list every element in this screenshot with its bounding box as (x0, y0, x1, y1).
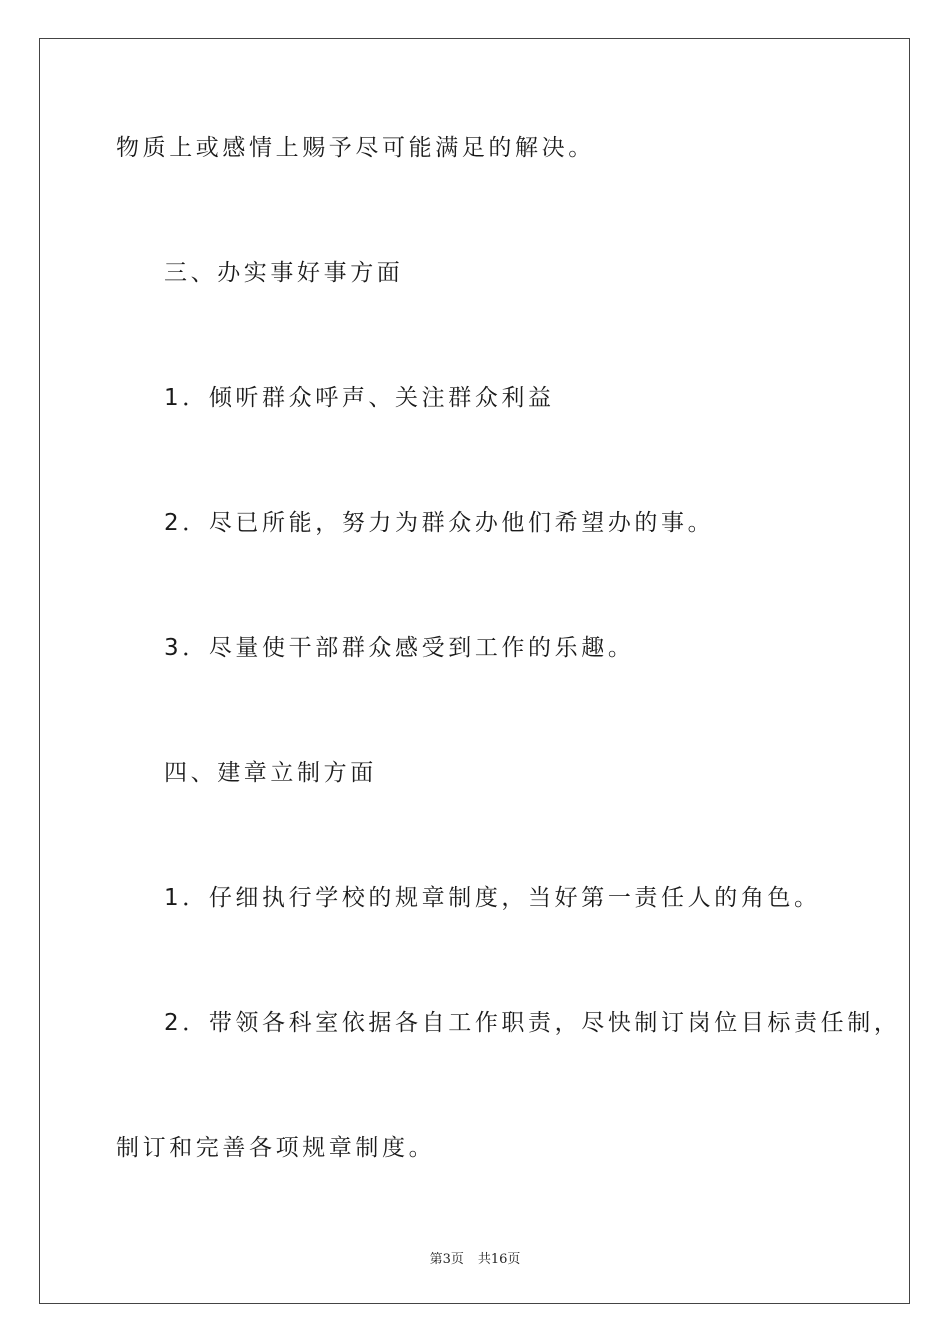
list-item: 1．倾听群众呼声、关注群众利益 (164, 385, 555, 411)
paragraph-line: 物质上或感情上赐予尽可能满足的解决。 (116, 135, 595, 161)
page-footer (0, 1248, 950, 1267)
section-heading: 三、办实事好事方面 (164, 260, 404, 286)
section-heading: 四、建章立制方面 (164, 760, 377, 786)
paragraph-line: 制订和完善各项规章制度。 (116, 1135, 436, 1161)
page-border (39, 38, 910, 1304)
list-item: 2．带领各科室依据各自工作职责，尽快制订岗位目标责任制， (164, 1010, 901, 1036)
page-total: 共16页 (477, 1252, 521, 1267)
page-number: 第3页 (429, 1252, 464, 1267)
list-item: 2．尽已所能，努力为群众办他们希望办的事。 (164, 510, 715, 536)
list-item: 1．仔细执行学校的规章制度，当好第一责任人的角色。 (164, 885, 821, 911)
list-item: 3．尽量使干部群众感受到工作的乐趣。 (164, 635, 635, 661)
